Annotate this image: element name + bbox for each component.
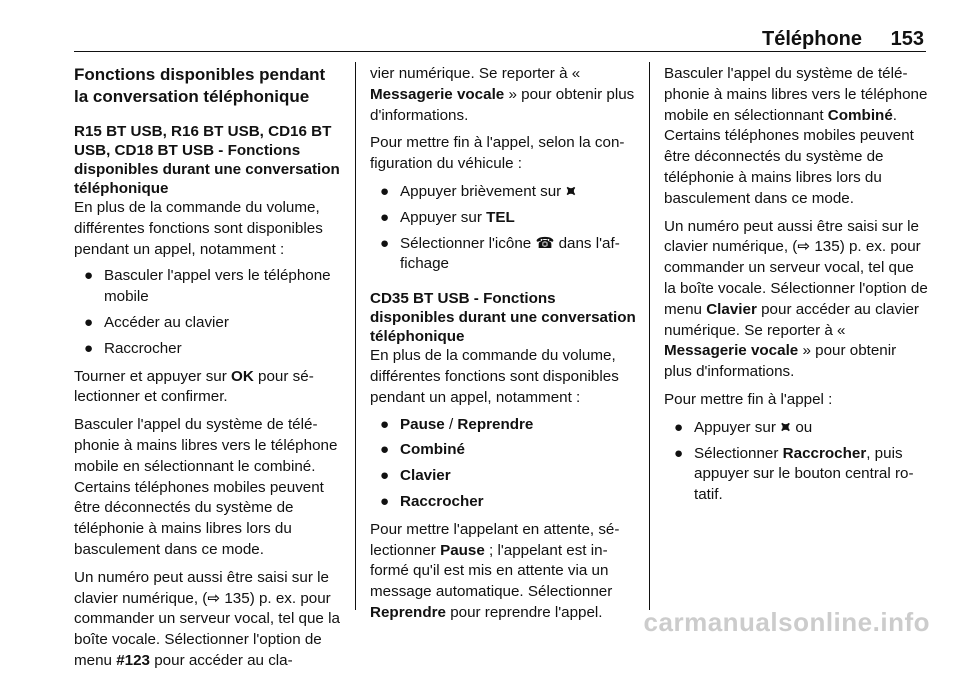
- hangup-icon: ☎: [535, 234, 555, 252]
- mute-phone-icon: ⯍: [565, 182, 577, 200]
- paragraph: Basculer l'appel du système de téléphonie à mains libres vers le téléphone mobile en sélectionnant Combiné. Certains téléphones mobiles peuvent être déconnectés du système de téléphonie à mains libres lors du basculement dans ce mode.: [664, 65, 928, 207]
- paragraph: Basculer l'appel du système de téléphonie à mains libres vers le téléphone mobile en sélectionnant le combiné. Certains téléphones mobiles peuvent être déconnectés du système de téléphonie à mains libres lors du basculement dans ce mode.: [74, 416, 338, 558]
- header-rule: [74, 51, 926, 52]
- page-header: [0, 0, 960, 52]
- paragraph: Pour mettre fin à l'appel :: [664, 390, 833, 408]
- bullet-icon: ●: [84, 313, 94, 331]
- paragraph: Tourner et appuyer sur OK pour sélectionner et confirmer.: [74, 367, 314, 406]
- page-reference[interactable]: 135: [224, 589, 250, 607]
- bullet-icon: ●: [380, 234, 390, 252]
- page-reference[interactable]: 135: [814, 238, 840, 256]
- section-heading: Fonctions disponibles pendant la conversation téléphonique: [74, 65, 326, 106]
- page-reference-icon: ⇨: [797, 238, 811, 256]
- list-item: ● Clavier: [370, 466, 638, 487]
- page-reference-icon: ⇨: [207, 589, 221, 607]
- bullet-icon: ●: [674, 444, 684, 462]
- paragraph: Pour mettre fin à l'appel, selon la configuration du véhicule :: [370, 134, 625, 173]
- column-2: [370, 64, 638, 631]
- bullet-icon: ●: [380, 467, 390, 485]
- paragraph: En plus de la commande du volume, différentes fonctions sont disponibles pendant un appel, notamment :: [74, 199, 323, 258]
- bullet-icon: ●: [380, 441, 390, 459]
- bullet-icon: ●: [84, 267, 94, 285]
- bullet-icon: ●: [380, 208, 390, 226]
- list-item: ● Pause / Reprendre: [370, 415, 638, 436]
- paragraph: Un numéro peut aussi être saisi sur le clavier numérique, (⇨ 135) p. ex. pour commander un serveur vocal, tel que la boîte vocale. Sélectionner l'option de menu #123 pour accéder au cla-: [74, 568, 340, 669]
- subsection-heading: R15 BT USB, R16 BT USB, CD16 BT USB, CD18 BT USB - Fonctions disponibles durant une conversation téléphonique: [74, 123, 340, 197]
- paragraph: En plus de la commande du volume, différentes fonctions sont disponibles pendant un appel, notamment :: [370, 347, 619, 406]
- paragraph: vier numérique. Se reporter à « Messagerie vocale » pour obtenir plus d'informations.: [370, 65, 635, 124]
- list-item: ● Sélectionner l'icône ☎ dans l'affichage: [380, 234, 620, 273]
- list-item: ● Appuyer sur ⯍ ou: [664, 418, 928, 439]
- column-3: [664, 64, 928, 513]
- list-item: ● Basculer l'appel vers le téléphone mobile: [84, 267, 331, 306]
- column-1: [74, 64, 344, 679]
- bullet-icon: ●: [380, 415, 390, 433]
- feature-list: [370, 415, 638, 513]
- bullet-icon: ●: [380, 492, 390, 510]
- bullet-icon: ●: [674, 418, 684, 436]
- paragraph: Pour mettre l'appelant en attente, sélectionner Pause ; l'appelant est informé qu'il est mis en attente via un message automatique. Sélectionner Reprendre pour reprendre l'appel.: [370, 520, 620, 621]
- column-divider: [649, 62, 650, 610]
- bullet-icon: ●: [380, 182, 390, 200]
- paragraph: Un numéro peut aussi être saisi sur le clavier numérique, (⇨ 135) p. ex. pour commander un serveur vocal, tel que la boîte vocale. Sélectionner l'option de menu Clavier pour accéder au clavier numérique. Se reporter à « Messagerie vocale » pour obtenir plus d'informations.: [664, 217, 928, 381]
- page-number: 153: [890, 28, 924, 50]
- list-item: ● Sélectionner Raccrocher, puis appuyer sur le bouton central rotatif.: [674, 444, 914, 504]
- mute-phone-icon: ⯍: [780, 418, 792, 436]
- list-item: ● Accéder au clavier: [74, 313, 344, 334]
- list-item: ● Raccrocher: [370, 492, 638, 513]
- subsection-heading: CD35 BT USB - Fonctions disponibles durant une conversation téléphonique: [370, 290, 636, 346]
- hangup-options-list: [370, 182, 638, 275]
- watermark: carmanualsonline.info: [643, 607, 930, 637]
- feature-list: [74, 266, 344, 359]
- list-item: ● Appuyer sur TEL: [370, 208, 638, 229]
- list-item: ● Combiné: [370, 440, 638, 461]
- list-item: ● Appuyer brièvement sur ⯍: [370, 182, 638, 203]
- column-divider: [355, 62, 356, 610]
- bullet-icon: ●: [84, 339, 94, 357]
- hangup-options-list: [664, 418, 928, 506]
- list-item: ● Raccrocher: [74, 339, 344, 360]
- section-title: Téléphone: [761, 28, 862, 50]
